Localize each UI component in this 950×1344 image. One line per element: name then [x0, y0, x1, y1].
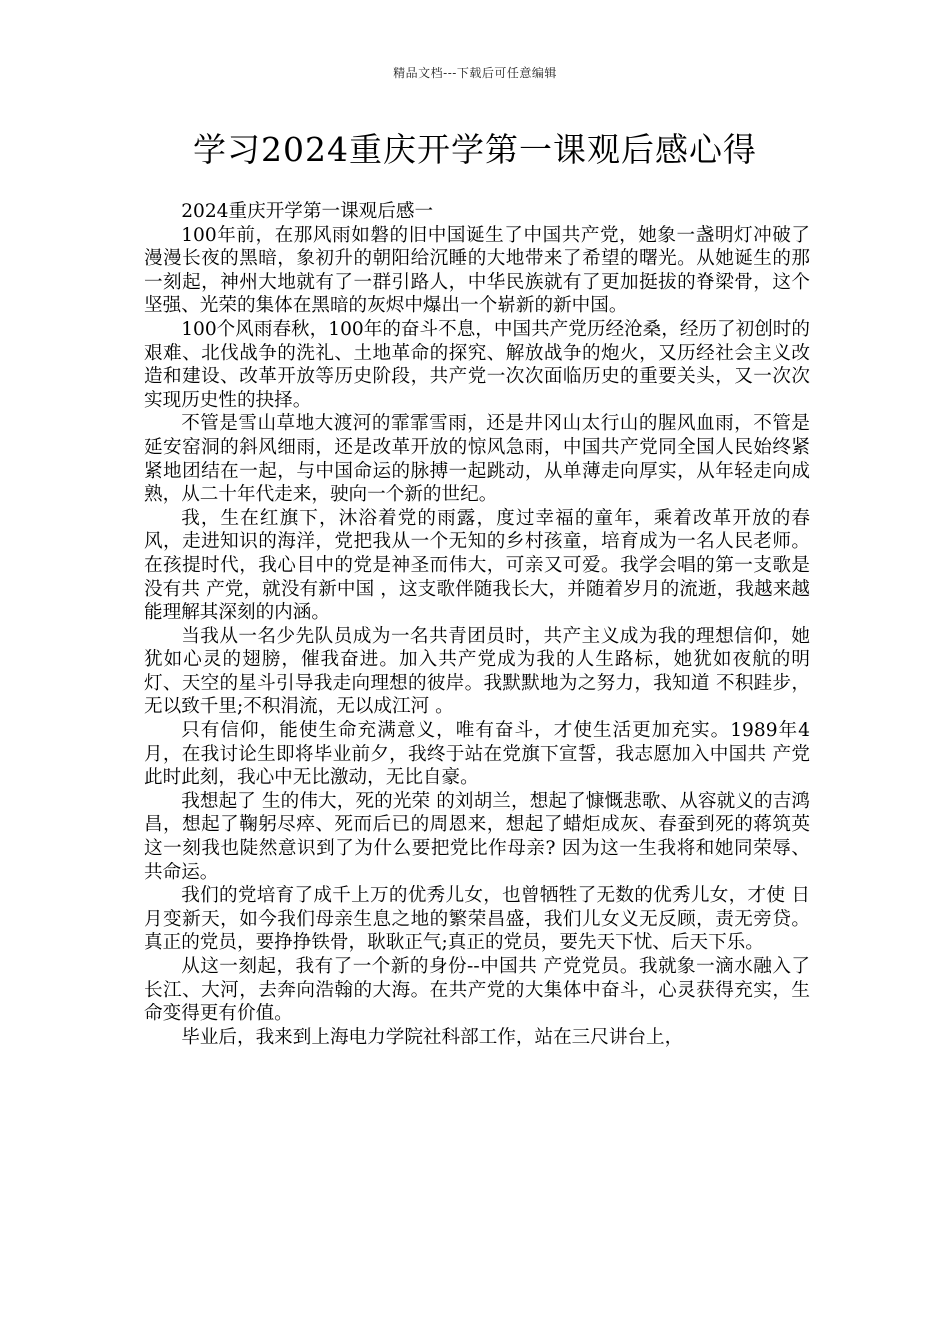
- document-subtitle: 2024重庆开学第一课观后感一: [181, 201, 434, 222]
- paragraph: 毕业后，我来到上海电力学院社科部工作，站在三尺讲台上，: [181, 1026, 684, 1048]
- paragraph: 当我从一名少先队员成为一名共青团员时，共产主义成为我的理想信仰，她犹如心灵的翅膀，催我奋进。加入共产党成为我的人生路标，她犹如夜航的明灯、天空的星斗引导我走向理想的彼岸。我默默地为之努力，我知道 不积跬步，无以致千里;不积涓流，无以成江河 。: [144, 625, 810, 718]
- paragraph: 100个风雨春秋，100年的奋斗不息，中国共产党历经沧桑，经历了初创时的艰难、北伐战争的洗礼、土地革命的探究、解放战争的炮火，又历经社会主义改造和建设、改革开放等历史阶段，共产党一次次面临历史的重要关头，又一次次实现历史性的抉择。: [144, 318, 810, 411]
- document-title: 学习2024重庆开学第一课观后感心得: [193, 130, 757, 169]
- paragraph: 不管是雪山草地大渡河的霏霏雪雨，还是井冈山太行山的腥风血雨，不管是延安窑洞的斜风细雨，还是改革开放的惊风急雨，中国共产党同全国人民始终紧紧地团结在一起，与中国命运的脉搏一起跳动，从单薄走向厚实，从年轻走向成熟，从二十年代走来，驶向一个新的世纪。: [144, 413, 810, 506]
- paragraph: 我们的党培育了成千上万的优秀儿女，也曾牺牲了无数的优秀儿女，才使 日月变新天，如今我们母亲生息之地的繁荣昌盛，我们儿女义无反顾，责无旁贷。真正的党员，要挣挣铁骨，耿耿正气;真正的党员，要先天下忧、后天下乐。: [144, 885, 810, 954]
- paragraph: 100年前，在那风雨如磐的旧中国诞生了中国共产党，她象一盏明灯冲破了漫漫长夜的黑暗，象初升的朝阳给沉睡的大地带来了希望的曙光。从她诞生的那一刻起，神州大地就有了一群引路人，中华民族就有了更加挺拔的脊梁骨，这个坚强、光荣的集体在黑暗的灰烬中爆出一个崭新的新中国。: [144, 224, 810, 317]
- header-note: 精品文档---下载后可任意编辑: [393, 66, 557, 80]
- paragraph: 我，生在红旗下，沐浴着党的雨露，度过幸福的童年，乘着改革开放的春风，走进知识的海洋，党把我从一个无知的乡村孩童，培育成为一名人民老师。在孩提时代，我心目中的党是神圣而伟大，可亲又可爱。我学会唱的第一支歌是没有共 产党，就没有新中国 ，这支歌伴随我长大，并随着岁月的流逝，我越来越能理解其深刻的内涵。: [144, 507, 810, 624]
- document-body: [144, 200, 810, 1049]
- paragraph: 只有信仰，能使生命充满意义，唯有奋斗，才使生活更加充实。1989年4月，在我讨论生即将毕业前夕，我终于站在党旗下宣誓，我志愿加入中国共 产党此时此刻，我心中无比激动，无比自豪。: [144, 720, 810, 789]
- paragraph: 从这一刻起，我有了一个新的身份--中国共 产党党员。我就象一滴水融入了长江、大河，去奔向浩翰的大海。在共产党的大集体中奋斗，心灵获得充实，生命变得更有价值。: [144, 956, 810, 1025]
- paragraph: 我想起了 生的伟大，死的光荣 的刘胡兰，想起了慷慨悲歌、从容就义的吉鸿昌，想起了鞠躬尽瘁、死而后已的周恩来，想起了蜡炬成灰、春蚕到死的蒋筑英这一刻我也陡然意识到了为什么要把党比作母亲? 因为这一生我将和她同荣辱、共命运。: [144, 790, 810, 883]
